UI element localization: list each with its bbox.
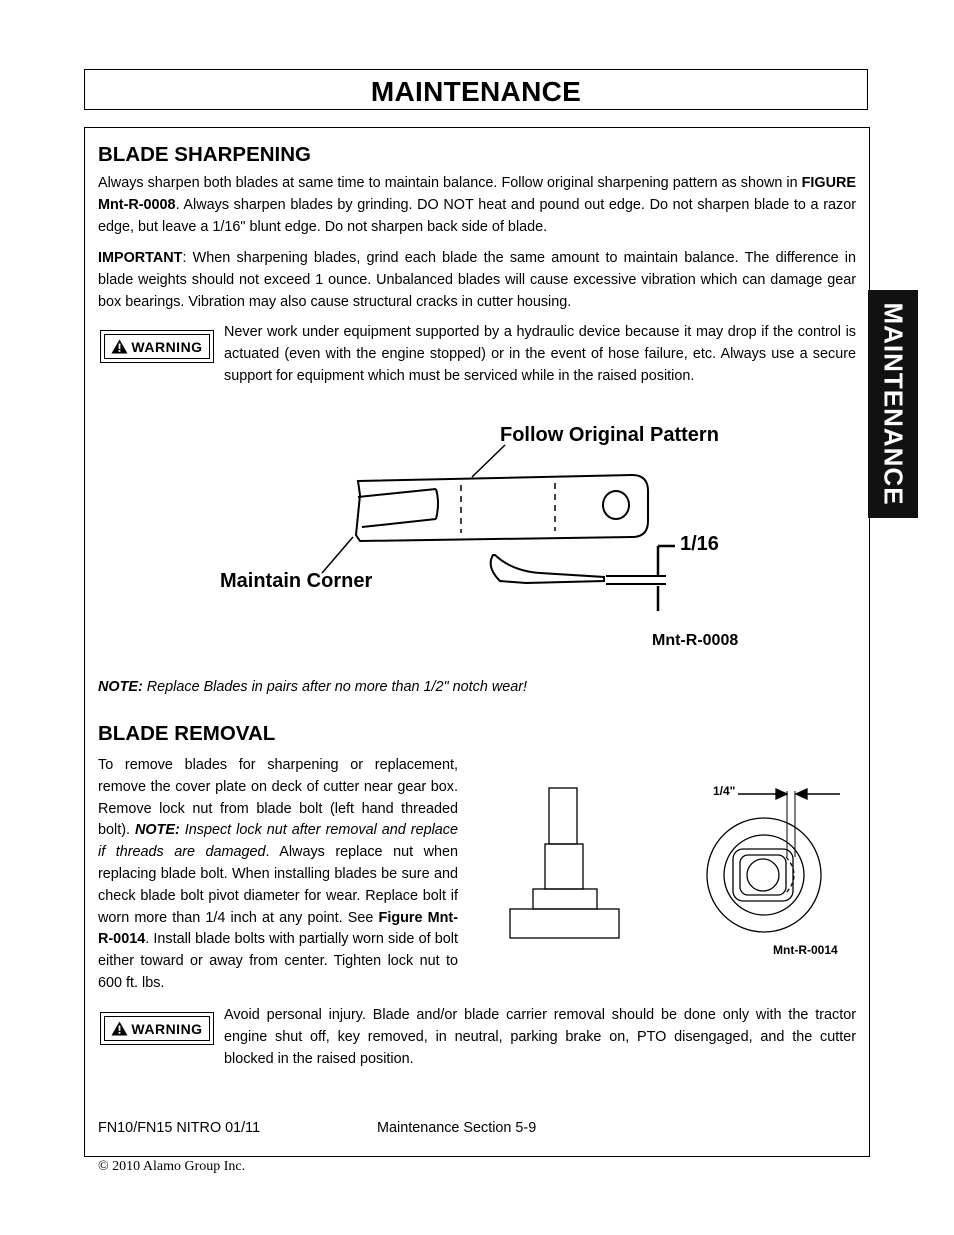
bolt-figure-id: Mnt-R-0014 xyxy=(773,943,838,957)
figure-reference: FIGURE Mnt-R-0008 xyxy=(98,175,856,213)
maintain-corner-label: Maintain Corner xyxy=(220,570,373,592)
removal-paragraph xyxy=(98,755,458,995)
side-tab-label: MAINTENANCE xyxy=(878,302,909,506)
removal-note-text: Inspect lock nut after removal and replace if threads are damaged xyxy=(98,822,458,861)
edge-profile xyxy=(491,555,604,583)
important-paragraph xyxy=(98,248,856,313)
dimension-label: 1/16 xyxy=(680,533,719,555)
important-text: : When sharpening blades, grind each blade the same amount to maintain balance. The difference in blade weights should not exceed 1 ounce. Unbalanced blades will cause excessive vibration which can damage gear box bearings. Vibration may also cause structural cracks in cutter housing. xyxy=(98,250,856,310)
removal-text-b: . Always replace nut when replacing blade bolt. When installing blades be sure and check blade bolt pivot diameter for wear. Replace bolt if worn more than 1/4 inch at any point. See xyxy=(98,844,458,926)
warning-text: Never work under equipment supported by a hydraulic device because it may drop if the control is actuated (even with the engine stopped) or in the event of hose failure, etc. Always use a secure support for equipment which must be serviced while in the raised position. xyxy=(224,324,856,384)
blade-bolt-figure xyxy=(500,775,860,965)
removal-text-a: To remove blades for sharpening or replacement, remove the cover plate on deck of cutter near gear box. Remove lock nut from blade bolt (left hand threaded bolt). xyxy=(98,757,458,839)
warning-badge xyxy=(100,330,214,363)
note-text: Replace Blades in pairs after no more than 1/2" notch wear! xyxy=(142,679,528,695)
removal-note-label: NOTE: xyxy=(135,822,180,839)
footer-model: FN10/FN15 NITRO 01/11 xyxy=(98,1120,261,1136)
sharpening-text-a: Always sharpen both blades at same time to maintain balance. Follow original sharpening pattern as shown in xyxy=(98,175,802,191)
warning-triangle-icon xyxy=(111,339,128,354)
warning-badge-2 xyxy=(100,1012,214,1045)
removal-text-c: . Install blade bolts with partially worn side of bolt either toward or away from center. Tighten lock nut to 600 ft. lbs. xyxy=(98,931,458,991)
quarter-inch-label: 1/4" xyxy=(713,784,736,798)
warning-label: WARNING xyxy=(131,338,203,355)
bolt-shank xyxy=(549,788,577,844)
bolt-neck xyxy=(545,844,583,889)
bolt-head xyxy=(510,909,619,938)
follow-pattern-label: Follow Original Pattern xyxy=(500,424,719,446)
blade-sharpening-heading: BLADE SHARPENING xyxy=(98,143,311,166)
warning-triangle-icon xyxy=(111,1021,128,1036)
figure-id-label: Mnt-R-0008 xyxy=(652,632,739,649)
copyright: © 2010 Alamo Group Inc. xyxy=(98,1159,246,1174)
blade-removal-heading: BLADE REMOVAL xyxy=(98,722,276,745)
footer-section: Maintenance Section 5-9 xyxy=(377,1120,537,1136)
page-title: MAINTENANCE xyxy=(370,76,582,107)
bolt-collar xyxy=(533,889,597,909)
warning-label: WARNING xyxy=(131,1020,203,1037)
sharpening-text-b: . Always sharpen blades by grinding. DO NOT heat and pound out edge. Do not sharpen blade to a razor edge, but leave a 1/16" blunt edge. Do not sharpen back side of blade. xyxy=(98,196,856,235)
note-line xyxy=(98,677,527,699)
important-label: IMPORTANT xyxy=(98,250,183,266)
removal-figure-reference: Figure Mnt-R-0014 xyxy=(98,909,458,948)
note-label: NOTE: xyxy=(98,679,143,695)
section-side-tab xyxy=(868,290,918,518)
warning-text-2: Avoid personal injury. Blade and/or blade carrier removal should be done only with the tractor engine shut off, key removed, in neutral, parking brake on, PTO disengaged, and the cutter blocked in the raised position. xyxy=(224,1007,856,1067)
sharpening-paragraph xyxy=(98,173,856,238)
